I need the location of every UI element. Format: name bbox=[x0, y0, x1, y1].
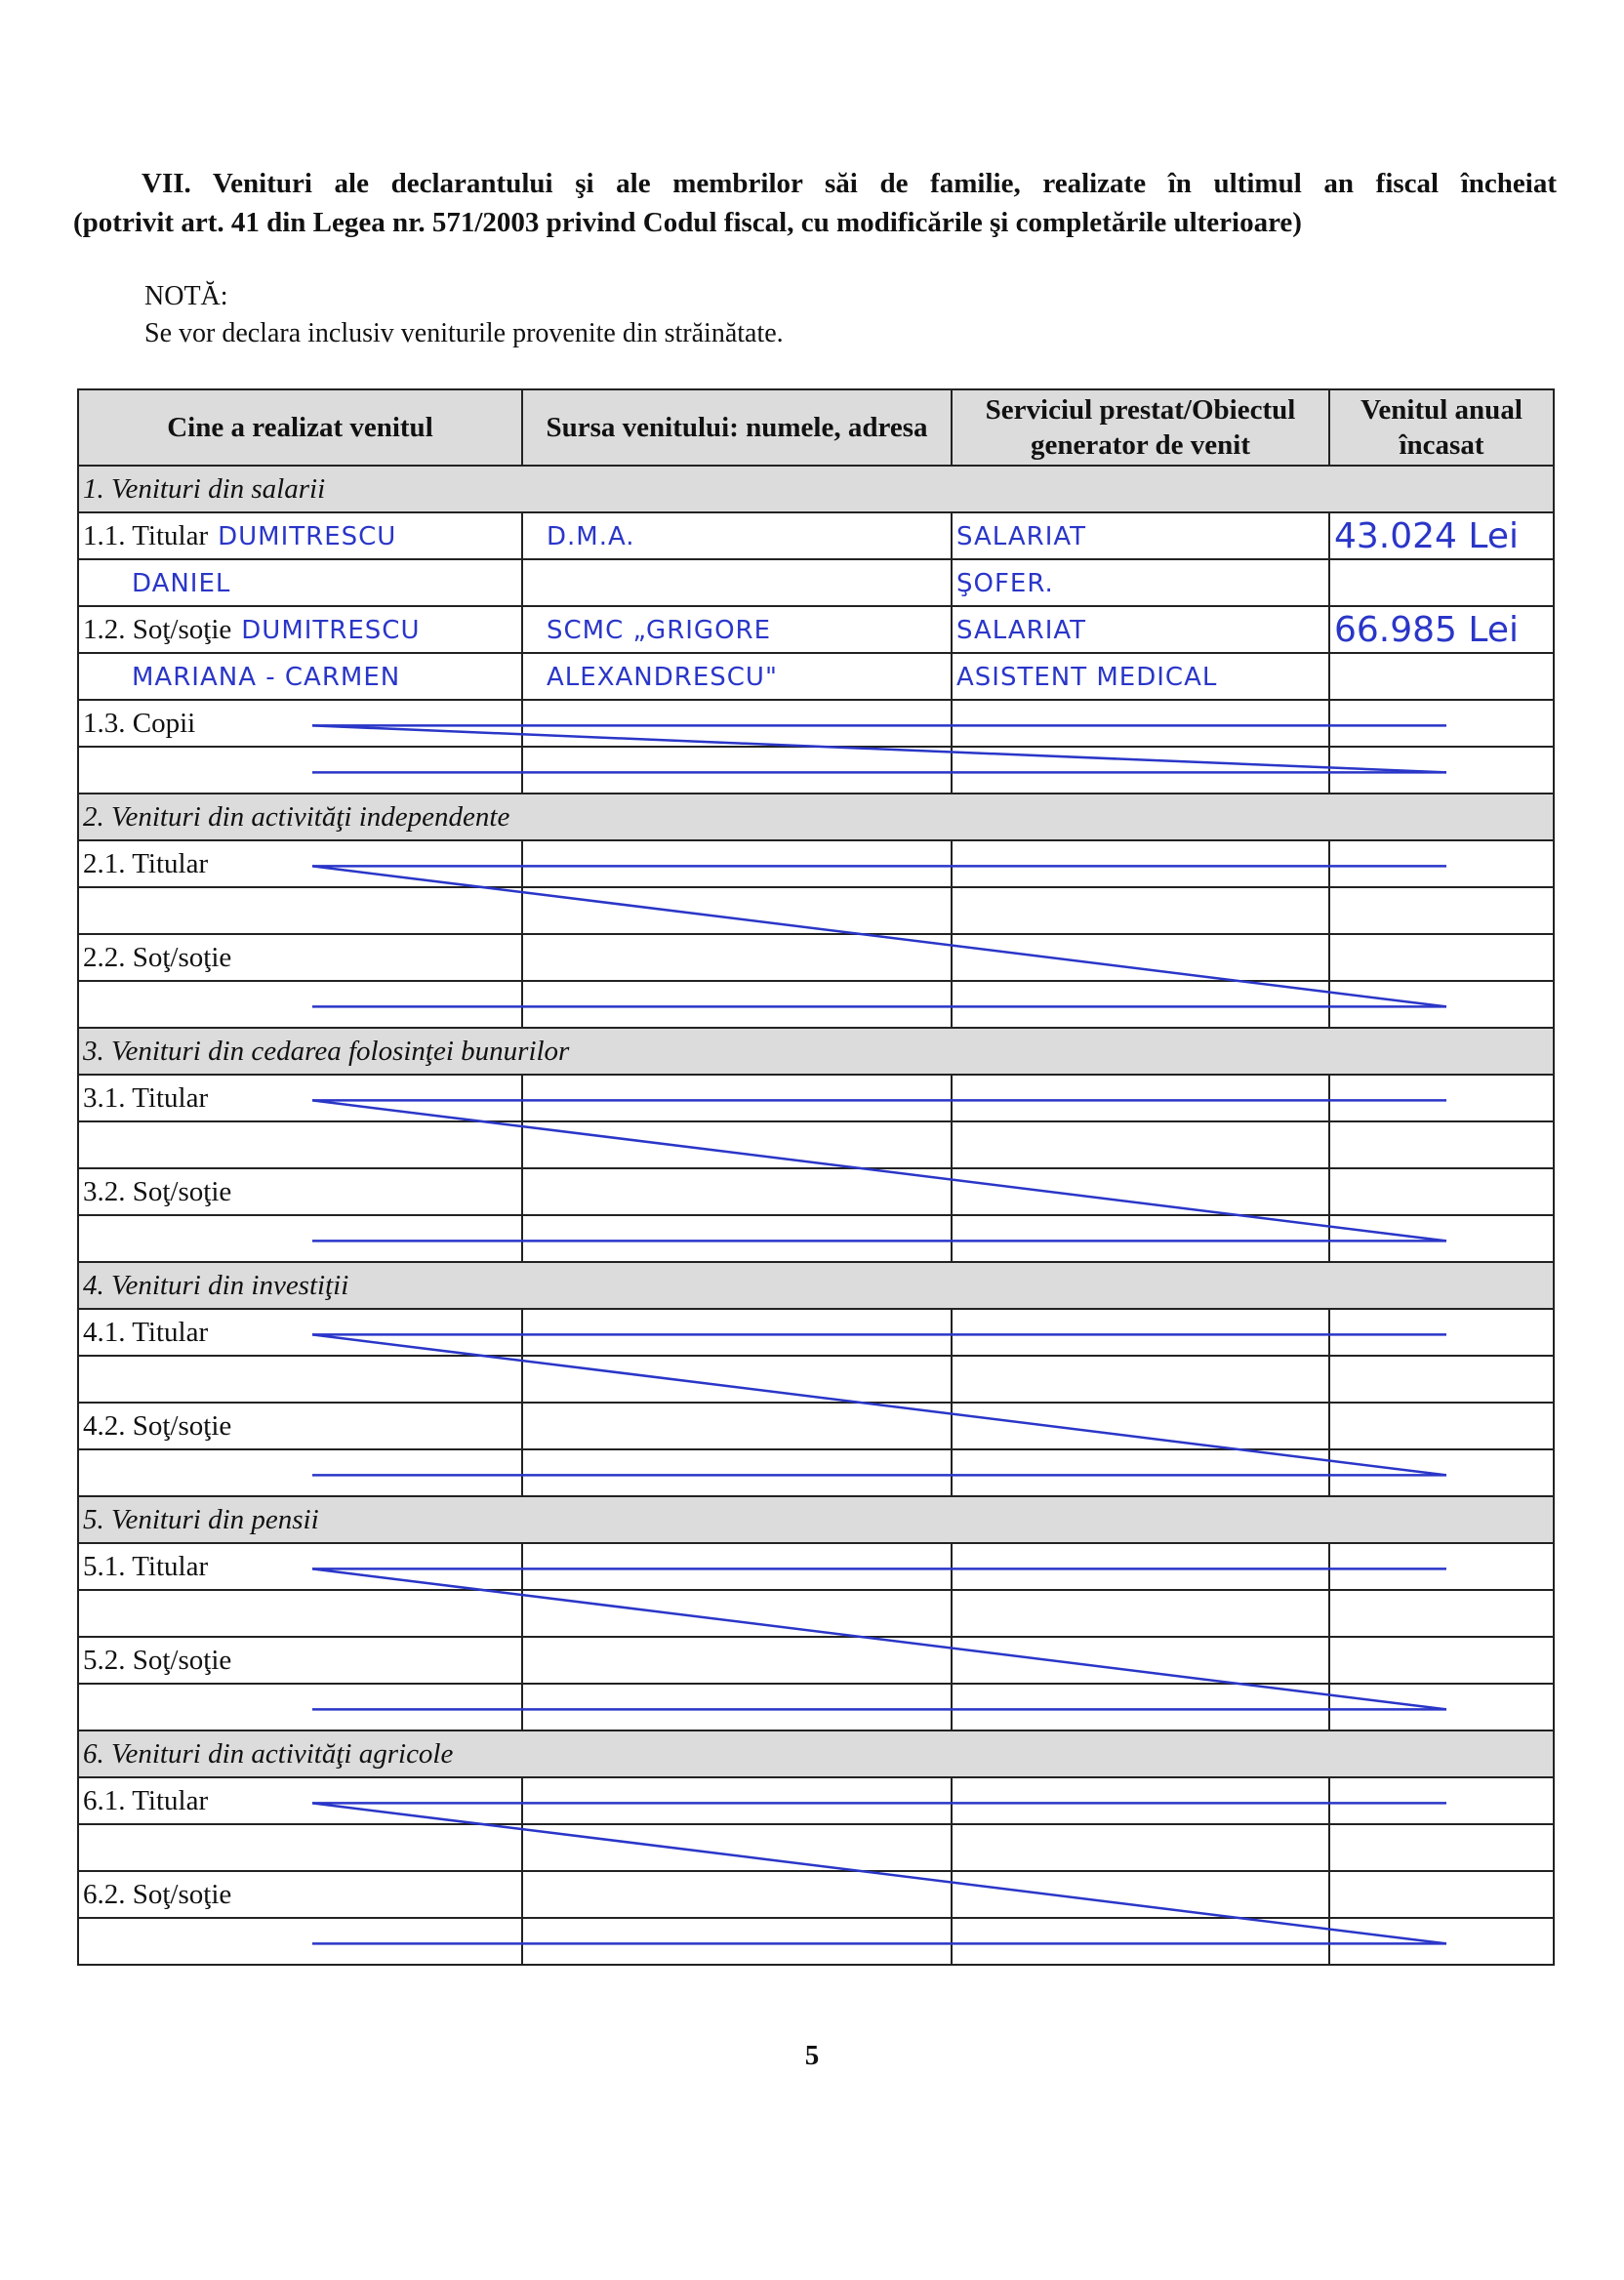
cell-who bbox=[78, 1215, 522, 1262]
cell-service bbox=[952, 1309, 1329, 1356]
row-label: 5.2. Soţ/soţie bbox=[83, 1644, 232, 1676]
handwritten-source: D.M.A. bbox=[547, 521, 635, 551]
table-row bbox=[78, 747, 1554, 794]
cell-source bbox=[522, 606, 952, 653]
cell-who bbox=[78, 1824, 522, 1871]
cell-who bbox=[78, 747, 522, 794]
cell-service bbox=[952, 1543, 1329, 1590]
cell-who bbox=[78, 1590, 522, 1637]
section-row bbox=[78, 1028, 1554, 1075]
cell-who bbox=[78, 934, 522, 981]
cell-who bbox=[78, 1403, 522, 1449]
table-row bbox=[78, 1168, 1554, 1215]
heading-line-1: VII. Venituri ale declarantului şi ale membrilor săi de familie, realizate în ultimul an fiscal încheiat bbox=[142, 168, 1557, 199]
cell-amount bbox=[1329, 1449, 1554, 1496]
row-label: 4.2. Soţ/soţie bbox=[83, 1409, 232, 1442]
cell-who bbox=[78, 1449, 522, 1496]
handwritten-amount: 66.985 Lei bbox=[1334, 609, 1519, 650]
table-row bbox=[78, 512, 1554, 559]
cell-source bbox=[522, 1684, 952, 1730]
cell-who bbox=[78, 1356, 522, 1403]
table-row bbox=[78, 1918, 1554, 1965]
note-title: NOTĂ: bbox=[144, 281, 228, 311]
table-row bbox=[78, 981, 1554, 1028]
table-row bbox=[78, 887, 1554, 934]
cell-who bbox=[78, 1121, 522, 1168]
cell-amount bbox=[1329, 840, 1554, 887]
table-row bbox=[78, 1356, 1554, 1403]
cell-amount bbox=[1329, 1590, 1554, 1637]
table-row bbox=[78, 1543, 1554, 1590]
header-who: Cine a realizat venitul bbox=[78, 389, 522, 466]
row-label: 6.2. Soţ/soţie bbox=[83, 1878, 232, 1910]
table-row bbox=[78, 606, 1554, 653]
cell-amount bbox=[1329, 1168, 1554, 1215]
cell-source bbox=[522, 1777, 952, 1824]
cell-service bbox=[952, 1168, 1329, 1215]
cell-service bbox=[952, 840, 1329, 887]
cell-source bbox=[522, 1309, 952, 1356]
row-label: 2.1. Titular bbox=[83, 847, 209, 879]
cell-amount bbox=[1329, 559, 1554, 606]
cell-amount bbox=[1329, 1777, 1554, 1824]
handwritten-name: MARIANA - CARMEN bbox=[132, 662, 401, 692]
table-header-row bbox=[78, 389, 1554, 466]
cell-who bbox=[78, 1684, 522, 1730]
table-row bbox=[78, 1824, 1554, 1871]
income-table bbox=[77, 388, 1555, 1966]
cell-amount bbox=[1329, 653, 1554, 700]
cell-service bbox=[952, 512, 1329, 559]
cell-who bbox=[78, 700, 522, 747]
cell-amount bbox=[1329, 1356, 1554, 1403]
table-row bbox=[78, 1215, 1554, 1262]
table-row bbox=[78, 1777, 1554, 1824]
table-row bbox=[78, 1075, 1554, 1121]
cell-amount bbox=[1329, 887, 1554, 934]
cell-who bbox=[78, 1777, 522, 1824]
row-label: 2.2. Soţ/soţie bbox=[83, 941, 232, 973]
cell-source bbox=[522, 512, 952, 559]
cell-who bbox=[78, 606, 522, 653]
table-row bbox=[78, 1309, 1554, 1356]
cell-amount bbox=[1329, 747, 1554, 794]
table-row bbox=[78, 1684, 1554, 1730]
handwritten-name: DUMITRESCU bbox=[241, 615, 421, 645]
table-row bbox=[78, 559, 1554, 606]
cell-source bbox=[522, 1403, 952, 1449]
cell-service bbox=[952, 1871, 1329, 1918]
cell-amount bbox=[1329, 606, 1554, 653]
cell-source bbox=[522, 934, 952, 981]
note-block bbox=[144, 278, 784, 352]
cell-amount bbox=[1329, 700, 1554, 747]
cell-service bbox=[952, 1075, 1329, 1121]
section-row bbox=[78, 1730, 1554, 1777]
cell-source bbox=[522, 981, 952, 1028]
table-row bbox=[78, 1121, 1554, 1168]
cell-amount bbox=[1329, 1121, 1554, 1168]
cell-source bbox=[522, 1121, 952, 1168]
section-row bbox=[78, 466, 1554, 512]
cell-service bbox=[952, 1590, 1329, 1637]
cell-service bbox=[952, 934, 1329, 981]
handwritten-service: ŞOFER. bbox=[956, 568, 1054, 598]
handwritten-name: DANIEL bbox=[132, 568, 231, 598]
cell-source bbox=[522, 1918, 952, 1965]
note-text: Se vor declara inclusiv veniturile provenite din străinătate. bbox=[144, 318, 784, 348]
page-number: 5 bbox=[804, 2040, 820, 2071]
table-row bbox=[78, 840, 1554, 887]
cell-amount bbox=[1329, 1543, 1554, 1590]
table-row bbox=[78, 1403, 1554, 1449]
table-row bbox=[78, 1449, 1554, 1496]
cell-source bbox=[522, 559, 952, 606]
section-row bbox=[78, 1262, 1554, 1309]
cell-who bbox=[78, 1871, 522, 1918]
cell-source bbox=[522, 653, 952, 700]
cell-amount bbox=[1329, 934, 1554, 981]
cell-service bbox=[952, 1777, 1329, 1824]
cell-who bbox=[78, 981, 522, 1028]
cell-service bbox=[952, 1121, 1329, 1168]
cell-source bbox=[522, 887, 952, 934]
table-row bbox=[78, 1590, 1554, 1637]
cell-who bbox=[78, 653, 522, 700]
cell-service bbox=[952, 1449, 1329, 1496]
cell-source bbox=[522, 1449, 952, 1496]
cell-service bbox=[952, 1637, 1329, 1684]
cell-amount bbox=[1329, 512, 1554, 559]
cell-source bbox=[522, 747, 952, 794]
row-label: 1.3. Copii bbox=[83, 707, 196, 739]
row-label: 6.1. Titular bbox=[83, 1784, 209, 1816]
cell-amount bbox=[1329, 981, 1554, 1028]
cell-who bbox=[78, 1309, 522, 1356]
cell-source bbox=[522, 1168, 952, 1215]
cell-who bbox=[78, 1918, 522, 1965]
cell-source bbox=[522, 700, 952, 747]
section-title: 2. Venituri din activităţi independente bbox=[78, 794, 1554, 840]
handwritten-service: ASISTENT MEDICAL bbox=[956, 662, 1218, 692]
cell-who bbox=[78, 559, 522, 606]
cell-service bbox=[952, 887, 1329, 934]
cell-source bbox=[522, 1356, 952, 1403]
cell-source bbox=[522, 1637, 952, 1684]
cell-service bbox=[952, 1684, 1329, 1730]
cell-service bbox=[952, 1215, 1329, 1262]
row-label: 1.1. Titular bbox=[83, 519, 209, 551]
header-service: Serviciul prestat/Obiectul generator de venit bbox=[952, 389, 1329, 466]
handwritten-source: SCMC „GRIGORE bbox=[547, 615, 772, 645]
cell-amount bbox=[1329, 1684, 1554, 1730]
heading-line-2: (potrivit art. 41 din Legea nr. 571/2003 privind Codul fiscal, cu modificările şi completările ulterioare) bbox=[73, 207, 1302, 238]
section-heading bbox=[73, 164, 1557, 242]
cell-source bbox=[522, 1075, 952, 1121]
cell-amount bbox=[1329, 1824, 1554, 1871]
row-label: 3.1. Titular bbox=[83, 1081, 209, 1114]
cell-amount bbox=[1329, 1403, 1554, 1449]
cell-service bbox=[952, 653, 1329, 700]
cell-who bbox=[78, 840, 522, 887]
section-title: 3. Venituri din cedarea folosinţei bunurilor bbox=[78, 1028, 1554, 1075]
table-row bbox=[78, 1637, 1554, 1684]
cell-service bbox=[952, 1356, 1329, 1403]
cell-source bbox=[522, 1871, 952, 1918]
row-label: 3.2. Soţ/soţie bbox=[83, 1175, 232, 1207]
cell-source bbox=[522, 1824, 952, 1871]
row-label: 4.1. Titular bbox=[83, 1316, 209, 1348]
cell-who bbox=[78, 1075, 522, 1121]
cell-source bbox=[522, 840, 952, 887]
cell-amount bbox=[1329, 1637, 1554, 1684]
cell-service bbox=[952, 981, 1329, 1028]
section-row bbox=[78, 794, 1554, 840]
handwritten-service: SALARIAT bbox=[956, 521, 1087, 551]
cell-source bbox=[522, 1543, 952, 1590]
cell-service bbox=[952, 1824, 1329, 1871]
cell-service bbox=[952, 747, 1329, 794]
table-row bbox=[78, 1871, 1554, 1918]
cell-amount bbox=[1329, 1215, 1554, 1262]
handwritten-name: DUMITRESCU bbox=[218, 521, 397, 551]
cell-service bbox=[952, 700, 1329, 747]
cell-who bbox=[78, 1168, 522, 1215]
header-source: Sursa venitului: numele, adresa bbox=[522, 389, 952, 466]
cell-service bbox=[952, 559, 1329, 606]
cell-who bbox=[78, 512, 522, 559]
row-label: 1.2. Soţ/soţie bbox=[83, 613, 232, 645]
table-row bbox=[78, 934, 1554, 981]
section-title: 6. Venituri din activităţi agricole bbox=[78, 1730, 1554, 1777]
header-amount: Venitul anual încasat bbox=[1329, 389, 1554, 466]
cell-source bbox=[522, 1590, 952, 1637]
cell-amount bbox=[1329, 1918, 1554, 1965]
cell-amount bbox=[1329, 1309, 1554, 1356]
cell-service bbox=[952, 606, 1329, 653]
cell-who bbox=[78, 887, 522, 934]
table-row bbox=[78, 700, 1554, 747]
section-title: 4. Venituri din investiţii bbox=[78, 1262, 1554, 1309]
handwritten-service: SALARIAT bbox=[956, 615, 1087, 645]
section-row bbox=[78, 1496, 1554, 1543]
cell-who bbox=[78, 1637, 522, 1684]
cell-service bbox=[952, 1918, 1329, 1965]
cell-amount bbox=[1329, 1871, 1554, 1918]
handwritten-source: ALEXANDRESCU" bbox=[547, 662, 778, 692]
table-row bbox=[78, 653, 1554, 700]
handwritten-amount: 43.024 Lei bbox=[1334, 515, 1519, 556]
cell-amount bbox=[1329, 1075, 1554, 1121]
section-title: 5. Venituri din pensii bbox=[78, 1496, 1554, 1543]
row-label: 5.1. Titular bbox=[83, 1550, 209, 1582]
cell-who bbox=[78, 1543, 522, 1590]
cell-service bbox=[952, 1403, 1329, 1449]
section-title: 1. Venituri din salarii bbox=[78, 466, 1554, 512]
cell-source bbox=[522, 1215, 952, 1262]
